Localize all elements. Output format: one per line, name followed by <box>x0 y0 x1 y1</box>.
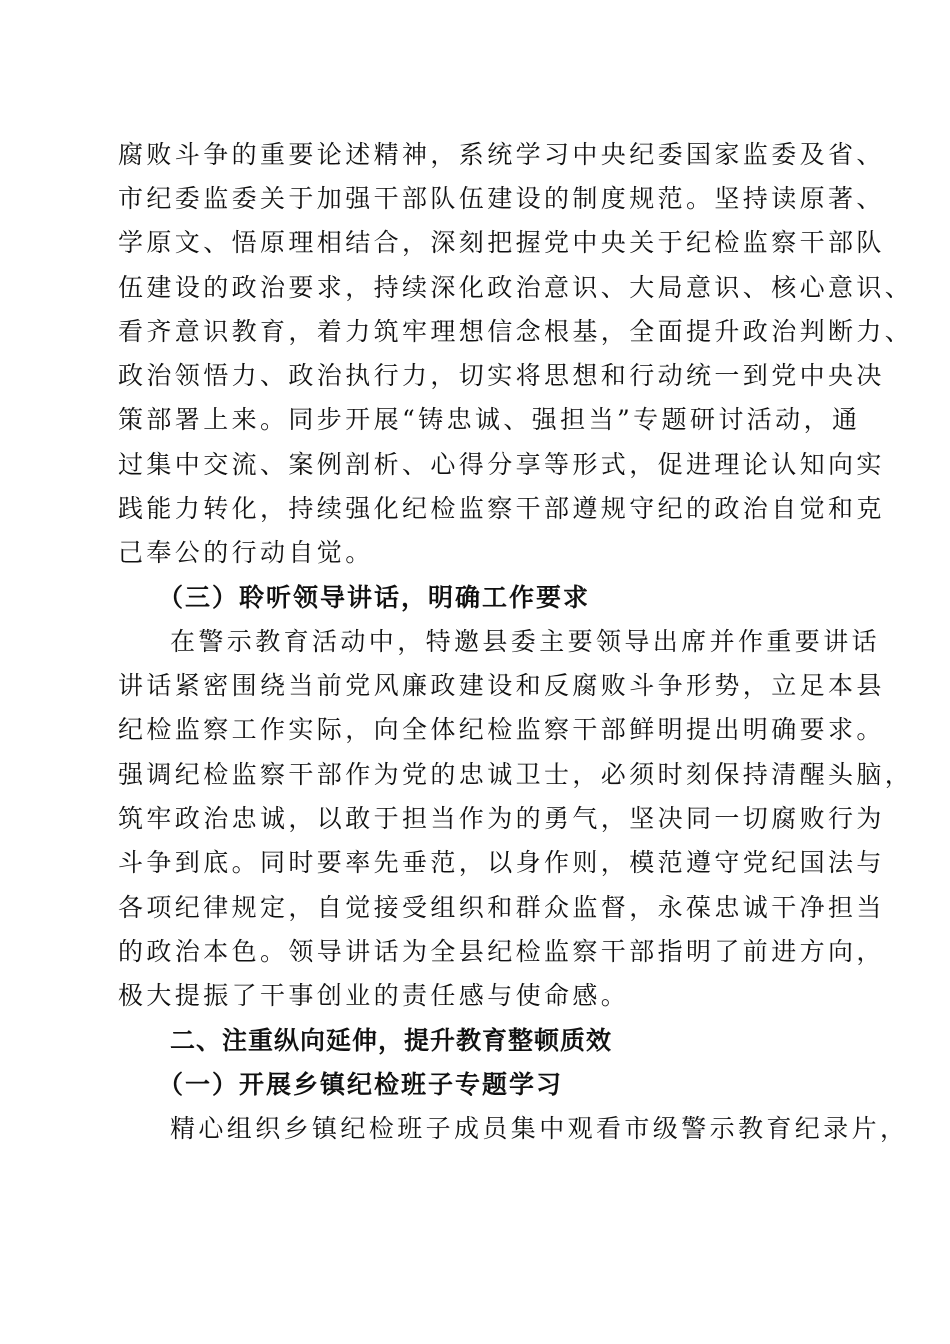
body-text-line: 策部署上来。同步开展“铸忠诚、强担当”专题研讨活动，通 <box>118 405 861 434</box>
body-text-line: 筑牢政治忠诚，以敢于担当作为的勇气，坚决同一切腐败行为 <box>118 804 885 833</box>
body-text-line: 伍建设的政治要求，持续深化政治意识、大局意识、核心意识、 <box>118 273 914 302</box>
body-text-line: 在警示教育活动中，特邀县委主要领导出席并作重要讲话 <box>170 627 881 656</box>
body-text-line: 精心组织乡镇纪检班子成员集中观看市级警示教育纪录片， <box>170 1114 909 1143</box>
body-text-line: 的政治本色。领导讲话为全县纪检监察干部指明了前进方向， <box>118 937 885 966</box>
body-text-line: 践能力转化，持续强化纪检监察干部遵规守纪的政治自觉和克 <box>118 494 885 523</box>
body-text-line: 强调纪检监察干部作为党的忠诚卫士，必须时刻保持清醒头脑， <box>118 760 914 789</box>
body-text-line: 斗争到底。同时要率先垂范，以身作则，模范遵守党纪国法与 <box>118 848 885 877</box>
body-text-line: 各项纪律规定，自觉接受组织和群众监督，永葆忠诚干净担当 <box>118 893 885 922</box>
body-text-line: 学原文、悟原理相结合，深刻把握党中央关于纪检监察干部队 <box>118 228 885 257</box>
body-text-line: 讲话紧密围绕当前党风廉政建设和反腐败斗争形势，立足本县 <box>118 671 885 700</box>
section-heading-3: （三）聆听领导讲话，明确工作要求 <box>158 583 591 612</box>
body-text-line: 己奉公的行动自觉。 <box>118 538 374 567</box>
body-text-line: 腐败斗争的重要论述精神，系统学习中央纪委国家监委及省、 <box>118 140 885 169</box>
section-heading-1: （一）开展乡镇纪检班子专题学习 <box>158 1070 564 1099</box>
body-text-line: 极大提振了干事创业的责任感与使命感。 <box>118 981 630 1010</box>
body-text-line: 纪检监察工作实际，向全体纪检监察干部鲜明提出明确要求。 <box>118 715 885 744</box>
body-text-line: 过集中交流、案例剖析、心得分享等形式，促进理论认知向实 <box>118 450 885 479</box>
body-text-line: 政治领悟力、政治执行力，切实将思想和行动统一到党中央决 <box>118 361 885 390</box>
body-text-line: 看齐意识教育，着力筑牢理想信念根基，全面提升政治判断力、 <box>118 317 914 346</box>
body-text-line: 市纪委监委关于加强干部队伍建设的制度规范。坚持读原著、 <box>118 184 885 213</box>
section-heading-2: 二、注重纵向延伸，提升教育整顿质效 <box>170 1026 613 1055</box>
